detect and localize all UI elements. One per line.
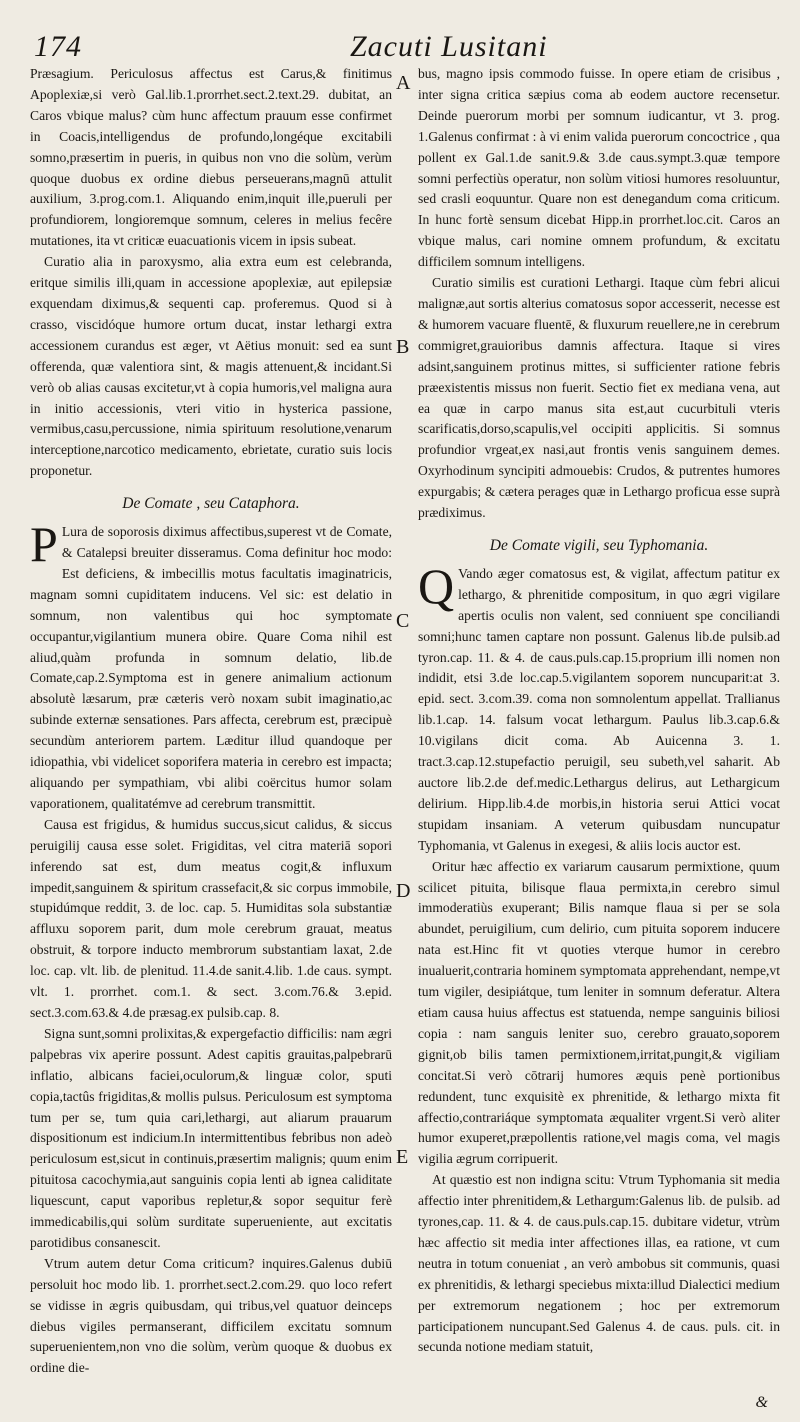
left-column — [30, 64, 392, 1379]
right-paragraph-4: Oritur hæc affectio ex variarum causarum permixtione, quum scilicet pituita, bilisque flaua permixta,in cerebro simul immoderatiùs exuperant; Bilis namque flaua si per se sola abundet, peruigilium, cum delirio, cum pituita soporem inducere nata est.Hinc fit vt quoties vterque humor in cerebro inualuerit,contraria hominem symptomata apprehendant, nempe,vt tum vigiler, desipiátque, tum leniter in somnum deferatur. Altera etiam causa huius affectus est statuenda, nempe sanguinis biliosi copia : nam sanguis leniter suo, cerebro grauato,soporem gignit,ob bilis tamen permixtionem,irritat,pungit,& vigiliam concitat.Si verò cōtrarij humores æquis penè portionibus redundent, tunc exquisitè ex phrenitide, & lethargo mixta fit affectio,contrariáque symptomata æqualiter vrgent.Si verò aliter humor exuperet,præpollentis ratione,vel magis coma, vel magis vigilia ægrum corripuerit. — [418, 858, 781, 1167]
margin-letter-a: A — [396, 72, 411, 94]
left-paragraph-2: Curatio alia in paroxysmo, alia extra eum est celebranda, eritque similis illi,quam in accessione apoplexiæ, aut epilepsiæ exquendam diximus,& sequenti cap. proferemus. Quod si à crasso, viscidóque humore ortum ducat, instar lethargi extra accessionem curandus est æger, vt Aëtius monuit: sed ea sunt offerenda, quæ valentiora sint, & magis attenuent,& incidant.Si verò ob alias causas excitetur,vt à copia humoris,vel maligna aura in initio accessionis, vteri vitio in hysterica passione, vermibus,casu,percussione, nimia spirituum resolutione,venarum interceptione,narcotico medicamento, ebrietate, curatio suis locis proponetur. — [30, 254, 392, 479]
drop-cap-p: P — [30, 516, 58, 573]
right-paragraph-2: Curatio similis est curationi Lethargi. Itaque cùm febri alicui malignæ,aut sortis alterius comatosus sopor accesserit, necesse est & humorem vacuare fluentē, & fluxurum reuellere,ne in cerebrum commigret,grauioribus damnis affectura. Itaque si vires adsint,sanguinem protinus mittes, si sufficienter ratione febris præexistentis missus non fuerit. Sectio fiet ex mediana vena, aut ea quæ in carpo manus sita est,aut cucurbituli vteris scarificatis,dorso,scapulis,vel occipiti applicitis. Si somnus profundior vrgeat,ex nasi,aut frontis venis sanguinem demes. Oxyrhodinum syncipiti admouebis: Crudos, & putrentes humores expurgabis; & cætera perages quæ in Lethargo proficua esse suprà prædiximus. — [418, 275, 780, 521]
catchword: & — [755, 1394, 768, 1411]
page-header — [30, 26, 770, 66]
left-paragraph-3-text: Lura de soporosis diximus affectibus,superest vt de Comate, & Catalepsi breuiter disseramus. Coma definitur hoc modo: Est deficiens, & imbecillis motus facultatis imaginatricis, magnam somni cupiditatem inducens. Vel sic: est delatio in somnum, non valentibus qui hoc symptomate occupantur,vigilantium munera obire. Quare Coma nihil est aliud,quàm profunda in somnum delatio, lib.de Comate,cap.2.Symptoma est in genere animalium actionum absolutè læsarum, præ cæteris verò noxam subit imaginatio,ac subinde externæ sensationes. Pars affecta, cerebrum est, præcipuè secundùm anteriorem partem. Læditur illud quandoque per idiopathia, vbi videlicet soporifera materia in cerebro est impacta; aliquando per sympathiam, vbi alibi coërcitus humor solam vaporationem, qualitatémve ad cerebrum transmittit. — [30, 524, 392, 811]
margin-letter-b: B — [396, 336, 410, 358]
right-paragraph-5: At quæstio est non indigna scitu: Vtrum Typhomania sit media affectio inter phrenitidem,& Lethargum:Galenus lib. de pulsib. ad tyrones,cap. 11. & 4. de caus.puls.cap.15. dubitare videtur, vtrùm hæc affectio sit media inter affectiones illas, ea ratione, vt cum neutra in totum conueniat , an verò ambobus sit communis, quasi ex phrenitidis, & lethargi speciebus mixta:illud Dialectici medium per extremorum negationem ; hoc per extremorum participationem nuncupant.Sed Galenus 4. de caus. puls. cit. in secunda notione mediam statuit, — [418, 1172, 780, 1355]
left-paragraph-6: Vtrum autem detur Coma criticum? inquires.Galenus dubiū persoluit hoc modo lib. 1. prorrhet.sect.2.com.29. quo loco refert se vidisse in ægris quibusdam, qui tribus,vel quatuor deinceps diebus vigiles permanserant, difficilem excitatu somnum superuenientem,non vno die solùm, verùm quoque & duobus ex ordine die- — [30, 1255, 392, 1376]
margin-letter-c: C — [396, 610, 410, 632]
left-paragraph-4: Causa est frigidus, & humidus succus,sicut calidus, & siccus peruigilij causa esse solet. Frigiditas, vel citra materiā sopori inferendo sat est, dum meatus cogit,& influxum impedit,sanguinem & spiritum crassefacit,& sic corpus immobile, stupidúmque reddit, 3. de loc. cap. 5. Humiditas sola substantiæ affluxu soporem parit, dum mole cerebrum grauat, meatus obstruit, & torpore inducto membrorum substantiam laxat, 2.de loc. cap. vlt. lib. de plenitud. 11.4.de sanit.4.lib. 1.de caus. sympt. vlt. 1. prorrhet. com.1. & sect. 3.com.76.& 3.epid. sect.3.com.63.& 4.de præsag.ex pulsib.cap. 8. — [30, 816, 392, 1020]
right-paragraph-3-text: Vando æger comatosus est, & vigilat, affectum patitur ex lethargo, & phrenitide compositum, in quo ægri vigilare apertis oculis non valent, sed conniuent spe conciliandi somni;hunc tamen captare non possunt. Galenus lib.de pulsib.ad tyron.cap. 11. & 4. de caus.puls.cap.15.proprium illi nomen non indidit, etsi 3.de loc.cap.5.vigilantem soporem nuncuparit:at 3. epid. sect. 3.com.39. coma non somnolentum appellat. Trallianus lib.1.cap. 14. falsum vocat lethargum. Paulus lib.3.cap.6.& 10.vigilans dicit coma. Ab Auicenna 3. 1. tract.3.cap.12.stupefactio peruigil, seu subeth,vel saharit. Ab auctore lib.2.de def.medic.Lethargus delirus, aut Lethargicum delirium. Hipp.lib.4.de morbis,in historia serui Attici vocat stupidam insaniam. A veterum quibusdam nuncupatur Typhomania, vt Galenus in exegesi, & aliis locis auctor est. — [418, 565, 780, 853]
right-paragraph-3 — [418, 557, 780, 857]
running-head: Zacuti Lusitani — [350, 30, 548, 63]
left-paragraph-3 — [30, 516, 392, 815]
page-number: 174 — [34, 30, 82, 63]
right-paragraph-1: bus, magno ipsis commodo fuisse. In opere etiam de crisibus , inter signa critica sæpius coma ab eodem auctore recensetur. Deinde puerorum morbi per somnum iudicantur, vt 3. prog. 1.Galenus confirmat : à vi enim valida puerorum concoctrice , qua pollent ex Gal.1.de sanit.9.& 3.de caus.sympt.3.quæ tempore somni perfectiùs operatur, non solùm vitiosi humores resoluuntur, sed crasli eoquuntur. Quare non est denegandum coma criticum. In hunc fortè sensum dicebat Hipp.in prorrhet.loc.cit. Caros an vbique malus, cari nomine omnem profundum, & excitatu difficilem somnum intelligens. — [418, 66, 780, 270]
drop-cap-q: Q — [418, 557, 455, 614]
left-paragraph-1: Præsagium. Periculosus affectus est Carus,& finitimus Apoplexiæ,si verò Gal.lib.1.prorrhet.sect.2.text.29. dubitat, an Caros vbique malus? cùm hunc affectum prauum esse confirmet in Coacis,intelligendus de profundo,longéque excitabili somno,præsertim in pueris, in quibus non vno die solùm, verùm quoque duobus ex ordine diebus perseuerans,magnū attulit auxilium, 3.prog.com.1. Aliquando enim,inquit ille,pueruli per profundiorem, longioremque somnum, celeres in melius fecêre mutationes, ita vt criticæ euacuationis vicem in ipsis subeat. — [30, 66, 392, 249]
margin-letter-d: D — [396, 880, 411, 902]
left-paragraph-5: Signa sunt,somni prolixitas,& expergefactio difficilis: nam ægri palpebras vix aperire possunt. Adest capitis grauitas,palpebrarū inflatio, albicans faciei,oculorum,& linguæ color, sputi copia,tactûs frigiditas,& mollis pulsus. Periculosum est symptoma tum per se, tum quia cari,lethargi, aut aliarum prauarum dispositionum est indicium.In intermittentibus febribus non adeò periculosum est,sicut in continuis,præsertim malignis; quum enim pituitosa cacochymia,aut sanguinis copia lenti ab ignea caliditate liquescunt, caput vaporibus repletur,& sopor sequitur ferè immedicabilis,qui solùm surditate superueniente, aut excitatis parotidibus consanescit. — [30, 1025, 392, 1250]
section-heading-de-comate: De Comate , seu Cataphora. — [122, 495, 300, 513]
right-column — [418, 64, 780, 1358]
margin-letter-e: E — [396, 1146, 409, 1168]
section-heading-de-comate-vigili: De Comate vigili, seu Typhomania. — [489, 536, 709, 554]
